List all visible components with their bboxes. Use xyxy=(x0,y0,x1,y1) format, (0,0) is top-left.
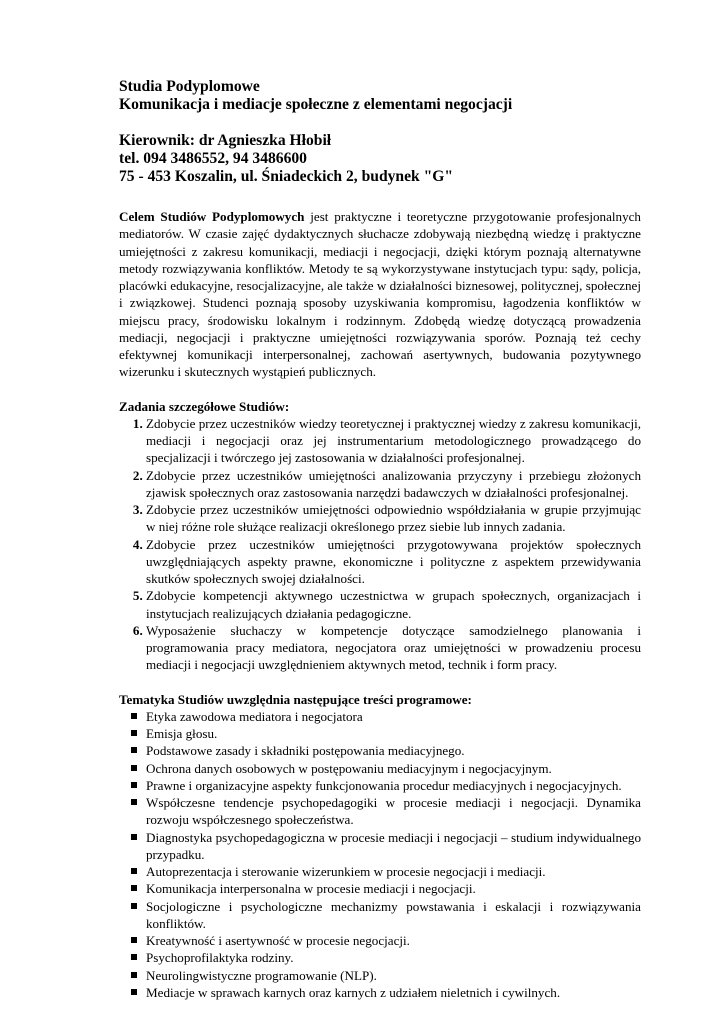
task-item: 4. Zdobycie przez uczestników umiejętności przygotowywana projektów społecznych uwzględniających aspekty prawne, ekonomiczne i polityczne z aspektem przewidywania skutków społecznych swojej działalności. xyxy=(146,536,641,588)
square-bullet-icon xyxy=(131,730,137,736)
topics-heading: Tematyka Studiów uwzględnia następujące treści programowe: xyxy=(119,691,472,707)
task-item: 6. Wyposażenie słuchaczy w kompetencje dotyczące samodzielnego planowania i programowania pracy mediatora, negocjatora oraz umiejętności w prowadzeniu procesu mediacji i negocjacji uwzględnieniem aktywnych metod, technik i form pracy. xyxy=(146,622,641,674)
topic-item xyxy=(146,932,641,949)
task-item: 1. Zdobycie przez uczestników wiedzy teoretycznej i praktycznej wiedzy z zakresu komunikacji, mediacji i negocjacji oraz jej instrumentarium metodologicznego prowadzącego do specjalizacji i twórczego jej zastosowania w działalności profesjonalnej. xyxy=(146,415,641,467)
intro-text: jest praktyczne i teoretyczne przygotowanie profesjonalnych mediatorów. W czasie zajęć dydaktycznych słuchacze zdobywają niezbędną wiedzę i praktyczne umiejętności z zakresu komunikacji, mediacji i negocjacji, dzięki którym poznają alternatywne metody rozwiązywania konfliktów. Metody te są wykorzystywane instytucjach typu: sądy, policja, placówki edukacyjne, resocjalizacyjne, ale także w działalności biznesowej, politycznej, społecznej i związkowej. Studenci poznają sposoby uzyskiwania kompromisu, łagodzenia konfliktów w miejscu pracy, środowisku lokalnym i rodzinnym. Zdobędą wiedzę dotyczącą prowadzenia mediacji, negocjacji i praktyczne umiejętności rozwiązywania sporów. Poznają też cechy efektywnej komunikacji interpersonalnej, zachowań asertywnych, budowania pozytywnego wizerunku i skutecznych wystąpień publicznych. xyxy=(119,209,641,380)
topic-item xyxy=(146,984,641,1001)
task-item: 5. Zdobycie kompetencji aktywnego uczestnictwa w grupach społecznych, organizacjach i instytucjach realizujących działania pedagogiczne. xyxy=(146,587,641,622)
topic-item xyxy=(146,742,641,759)
topic-item xyxy=(146,949,641,966)
square-bullet-icon xyxy=(131,782,137,788)
topic-text: Diagnostyka psychopedagogiczna w procesie mediacji i negocjacji – studium indywidualnego przypadku. xyxy=(146,829,641,862)
topic-text: Komunikacja interpersonalna w procesie mediacji i negocjacji. xyxy=(146,881,476,897)
topic-item xyxy=(146,708,641,725)
topic-item xyxy=(146,829,641,864)
square-bullet-icon xyxy=(131,903,137,909)
topic-text: Mediacje w sprawach karnych oraz karnych z udziałem nieletnich i cywilnych. xyxy=(146,984,561,1000)
contact-address: 75 - 453 Koszalin, ul. Śniadeckich 2, budynek "G" xyxy=(119,168,454,185)
tasks-heading: Zadania szczegółowe Studiów: xyxy=(119,398,290,414)
square-bullet-icon xyxy=(131,799,137,805)
document-body xyxy=(119,208,641,1001)
intro-lead: Celem Studiów Podyplomowych xyxy=(119,209,305,224)
topic-item xyxy=(146,880,641,897)
program-director: Kierownik: dr Agnieszka Hłobił xyxy=(119,132,332,149)
square-bullet-icon xyxy=(131,972,137,978)
topic-item xyxy=(146,863,641,880)
square-bullet-icon xyxy=(131,834,137,840)
contact-phone: tel. 094 3486552, 94 3486600 xyxy=(119,150,307,167)
topic-item xyxy=(146,760,641,777)
square-bullet-icon xyxy=(131,937,137,943)
topic-text: Psychoprofilaktyka rodziny. xyxy=(146,950,294,966)
document-header xyxy=(119,78,659,186)
topic-item xyxy=(146,777,641,794)
topic-text: Neurolingwistyczne programowanie (NLP). xyxy=(146,967,377,983)
task-item: 3. Zdobycie przez uczestników umiejętności odpowiednio współdziałania w grupie przyjmując w niej różne role służące realizacji określonego przez siebie lub innych zadania. xyxy=(146,501,641,536)
intro-paragraph xyxy=(119,208,641,381)
square-bullet-icon xyxy=(131,885,137,891)
square-bullet-icon xyxy=(131,868,137,874)
topic-text: Ochrona danych osobowych w postępowaniu mediacyjnym i negocjacyjnym. xyxy=(146,760,552,776)
topic-text: Etyka zawodowa mediatora i negocjatora xyxy=(146,708,363,724)
topic-text: Podstawowe zasady i składniki postępowania mediacyjnego. xyxy=(146,743,465,759)
topic-item xyxy=(146,967,641,984)
square-bullet-icon xyxy=(131,989,137,995)
topic-item xyxy=(146,725,641,742)
tasks-list xyxy=(119,415,641,674)
square-bullet-icon xyxy=(131,713,137,719)
topic-item xyxy=(146,898,641,933)
task-item: 2. Zdobycie przez uczestników umiejętności analizowania przyczyny i przebiegu złożonych zjawisk społecznych oraz zastosowania narzędzi badawczych w działalności profesjonalnej. xyxy=(146,467,641,502)
square-bullet-icon xyxy=(131,954,137,960)
square-bullet-icon xyxy=(131,765,137,771)
program-title: Komunikacja i mediacje społeczne z elementami negocjacji xyxy=(119,96,513,113)
topics-list xyxy=(119,708,641,1001)
topic-text: Autoprezentacja i sterowanie wizerunkiem w procesie negocjacji i mediacji. xyxy=(146,864,546,879)
topic-text: Emisja głosu. xyxy=(146,726,218,741)
topic-text: Socjologiczne i psychologiczne mechanizmy powstawania i eskalacji i rozwiązywania konfliktów. xyxy=(146,898,641,931)
square-bullet-icon xyxy=(131,747,137,753)
topic-item xyxy=(146,794,641,829)
topic-text: Prawne i organizacyjne aspekty funkcjonowania procedur mediacyjnych i negocjacyjnych. xyxy=(146,777,622,793)
program-type: Studia Podyplomowe xyxy=(119,78,260,95)
topic-text: Współczesne tendencje psychopedagogiki w procesie mediacji i negocjacji. Dynamika rozwoju współczesnego społeczeństwa. xyxy=(146,795,641,828)
topic-text: Kreatywność i asertywność w procesie negocjacji. xyxy=(146,933,410,948)
